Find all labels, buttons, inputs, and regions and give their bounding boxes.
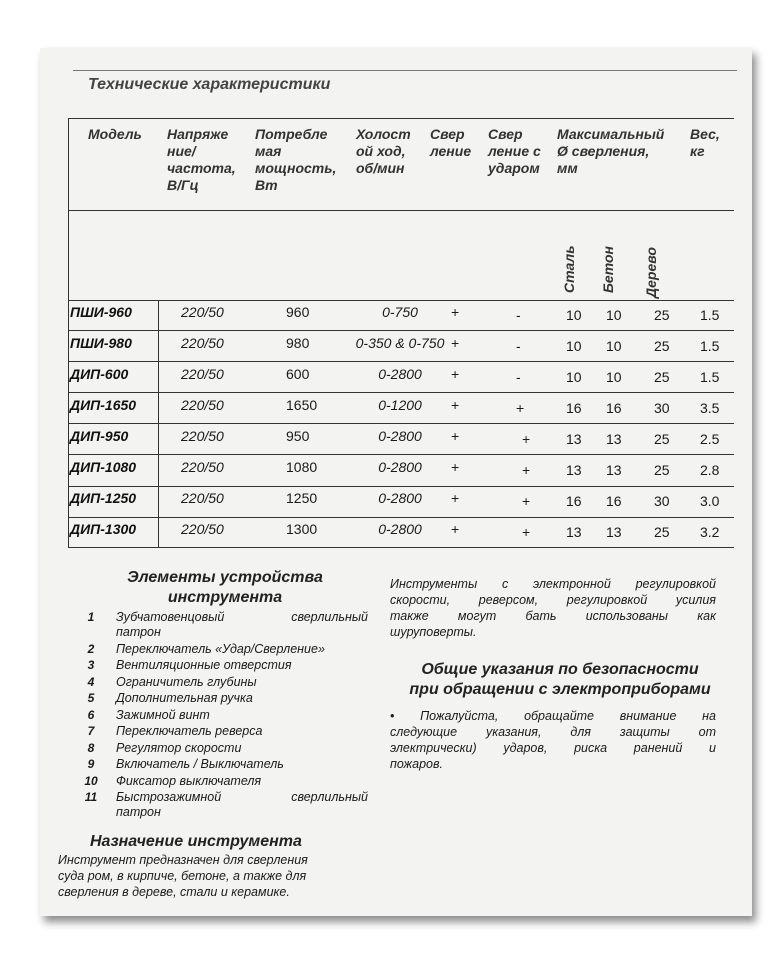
cell-steel: 16 [566, 493, 582, 509]
cell-power: 1250 [286, 490, 318, 506]
list-item-text: Переключатель реверса [116, 724, 263, 738]
header-drilling: Свер ление [430, 126, 472, 159]
cell-voltage: 220/50 [181, 521, 224, 537]
list-item-text: Ограничитель глубины [116, 674, 257, 689]
cell-drilling: + [451, 428, 460, 444]
list-item-number: 11 [84, 790, 98, 804]
cell-steel: 13 [566, 462, 582, 478]
cell-weight: 1.5 [700, 307, 720, 323]
row-divider [68, 486, 734, 487]
safety-text: • Пожалуйста, обращайте внимание на следующие указания, для защиты от электрически) ударов, риска ранений и пожаров. [390, 709, 716, 771]
cell-steel: 13 [566, 524, 582, 540]
cell-wood: 25 [654, 307, 670, 323]
cell-voltage: 220/50 [181, 397, 224, 413]
header-power: Потребле мая мощность, Вт [255, 126, 337, 193]
cell-idle-speed: 0-2800 [378, 428, 422, 444]
subheader-divider [68, 300, 734, 301]
list-item-number: 10 [84, 773, 98, 788]
cell-concrete: 13 [606, 524, 622, 540]
cell-wood: 25 [654, 338, 670, 354]
cell-wood: 25 [654, 462, 670, 478]
header-model: Модель [88, 126, 142, 142]
list-item-number: 7 [87, 724, 95, 738]
row-divider [68, 330, 734, 331]
cell-steel: 10 [566, 307, 582, 323]
cell-idle-speed: 0-2800 [378, 366, 422, 382]
cell-voltage: 220/50 [181, 335, 224, 351]
list-item-text: Включатель / Выключатель [116, 757, 284, 771]
cell-impact: - [516, 307, 521, 323]
cell-impact: + [522, 462, 531, 478]
list-item-text: Быстрозажимной сверлильный [116, 790, 368, 804]
row-divider [68, 517, 734, 518]
cell-model: ДИП-1300 [70, 521, 137, 537]
list-item-text: Фиксатор выключателя [116, 773, 262, 788]
cell-concrete: 16 [606, 400, 622, 416]
header-voltage: Напряже ние/ частота, В/Гц [167, 126, 236, 193]
cell-voltage: 220/50 [181, 366, 224, 382]
cell-concrete: 10 [606, 369, 622, 385]
list-item-number: 5 [87, 691, 95, 705]
cell-drilling: + [451, 490, 460, 506]
list-item-number: 8 [87, 740, 95, 755]
cell-model: ДИП-600 [70, 366, 129, 382]
cell-weight: 3.5 [700, 400, 720, 416]
model-column-divider [158, 300, 159, 548]
cell-power: 960 [286, 304, 310, 320]
subheader-concrete: Бетон [600, 246, 616, 293]
cell-wood: 30 [654, 493, 670, 509]
row-divider [68, 423, 734, 424]
cell-idle-speed: 0-750 [382, 304, 418, 320]
safety-title: Общие указания по безопасности при обращении с электроприборами [409, 661, 711, 698]
header-max-diameter: Максимальный Ø сверления, мм [557, 126, 665, 176]
cell-power: 980 [286, 335, 310, 351]
subheader-wood: Дерево [643, 247, 659, 298]
cell-impact: + [516, 400, 525, 416]
cell-idle-speed: 0-350 & 0-750 [355, 335, 445, 351]
cell-model: ПШИ-960 [70, 304, 132, 320]
list-item-text: Регулятор скорости [116, 740, 242, 755]
list-item-text: Зажимной винт [116, 707, 210, 722]
cell-impact: - [516, 338, 521, 354]
cell-impact: + [522, 431, 531, 447]
cell-drilling: + [451, 397, 460, 413]
cell-idle-speed: 0-1200 [378, 397, 422, 413]
cell-voltage: 220/50 [181, 490, 224, 506]
cell-steel: 13 [566, 431, 582, 447]
cell-impact: - [516, 369, 521, 385]
header-impact-drilling: Свер ление с ударом [488, 126, 541, 176]
list-item-number: 1 [87, 610, 95, 624]
cell-concrete: 13 [606, 431, 622, 447]
cell-concrete: 16 [606, 493, 622, 509]
list-item-number: 4 [87, 674, 95, 689]
cell-weight: 2.8 [700, 462, 720, 478]
list-item-text: патрон [116, 625, 161, 639]
cell-weight: 2.5 [700, 431, 720, 447]
cell-idle-speed: 0-2800 [378, 490, 422, 506]
cell-voltage: 220/50 [181, 428, 224, 444]
cell-concrete: 13 [606, 462, 622, 478]
list-item-text: Вентиляционные отверстия [116, 658, 292, 672]
cell-steel: 16 [566, 400, 582, 416]
list-item-text: Дополнительная ручка [116, 691, 253, 705]
list-item-number: 3 [87, 658, 95, 672]
cell-power: 1650 [286, 397, 318, 413]
page-title: Технические характеристики [88, 76, 331, 93]
list-item-number: 2 [87, 641, 95, 656]
cell-drilling: + [451, 304, 460, 320]
cell-drilling: + [451, 366, 460, 382]
cell-model: ДИП-1250 [70, 490, 137, 506]
purpose-text: Инструмент предназначен для сверления суда ром, в кирпиче, бетоне, а также для сверления в дереве, стали и керамике. [58, 853, 308, 899]
cell-drilling: + [451, 521, 460, 537]
cell-idle-speed: 0-2800 [378, 459, 422, 475]
cell-weight: 1.5 [700, 338, 720, 354]
list-item-text: Переключатель «Удар/Сверление» [116, 641, 325, 656]
purpose-title: Назначение инструмента [90, 833, 302, 850]
cell-model: ДИП-950 [70, 428, 129, 444]
cell-impact: + [522, 524, 531, 540]
cell-model: ДИП-1080 [70, 459, 137, 475]
cell-model: ПШИ-980 [70, 335, 132, 351]
row-divider [68, 454, 734, 455]
cell-wood: 25 [654, 431, 670, 447]
cell-concrete: 10 [606, 307, 622, 323]
cell-drilling: + [451, 459, 460, 475]
cell-steel: 10 [566, 369, 582, 385]
cell-weight: 3.0 [700, 493, 720, 509]
cell-power: 950 [286, 428, 310, 444]
cell-weight: 1.5 [700, 369, 720, 385]
cell-steel: 10 [566, 338, 582, 354]
list-item-number: 6 [87, 707, 95, 722]
elements-title: Элементы устройства инструмента [127, 569, 323, 606]
header-weight: Вес, кг [690, 126, 720, 159]
electronic-note: Инструменты с электронной регулировкой скорости, реверсом, регулировкой усилия также могут бать использованы как шуруповерты. [390, 577, 716, 639]
cell-idle-speed: 0-2800 [378, 521, 422, 537]
cell-power: 1080 [286, 459, 318, 475]
cell-wood: 25 [654, 524, 670, 540]
row-divider [68, 361, 734, 362]
list-item-text: патрон [116, 805, 161, 819]
row-divider [68, 392, 734, 393]
header-divider [68, 210, 734, 211]
cell-drilling: + [451, 335, 460, 351]
cell-power: 1300 [286, 521, 318, 537]
cell-voltage: 220/50 [181, 459, 224, 475]
list-item-text: Зубчатовенцовый сверлильный [116, 610, 368, 624]
cell-voltage: 220/50 [181, 304, 224, 320]
cell-wood: 30 [654, 400, 670, 416]
cell-weight: 3.2 [700, 524, 720, 540]
header-idle-speed: Холост ой ход, об/мин [356, 126, 411, 176]
cell-power: 600 [286, 366, 310, 382]
cell-concrete: 10 [606, 338, 622, 354]
title-rule [73, 70, 737, 71]
cell-impact: + [522, 493, 531, 509]
subheader-steel: Сталь [561, 245, 577, 293]
cell-wood: 25 [654, 369, 670, 385]
cell-model: ДИП-1650 [70, 397, 137, 413]
list-item-number: 9 [87, 757, 95, 771]
